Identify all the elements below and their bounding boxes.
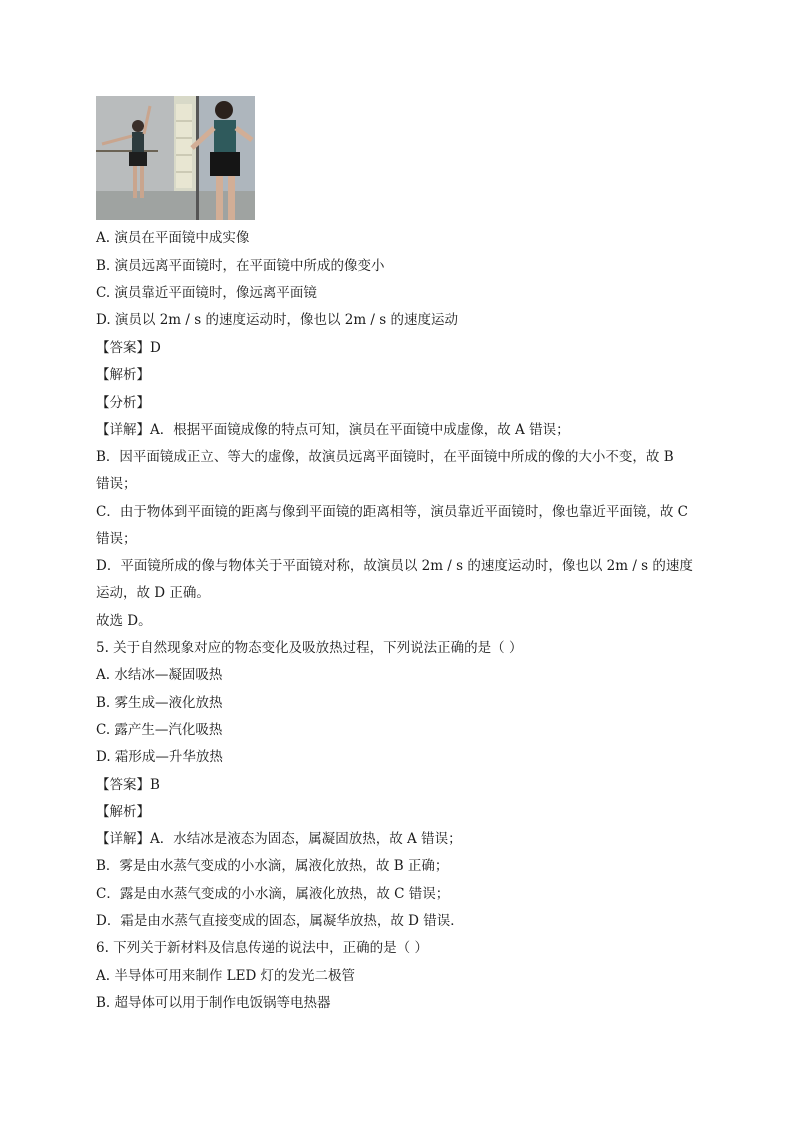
detail-line: C．露是由水蒸气变成的小水滴，属液化放热，故 C 错误；	[96, 886, 450, 902]
option-text: C. 露产生—汽化吸热	[96, 722, 223, 738]
fenxi-label: 【分析】	[96, 395, 150, 411]
answer-label: 【答案】B	[96, 777, 160, 793]
detail-line: 错误；	[96, 476, 137, 492]
detail-line: 【详解】A．根据平面镜成像的特点可知，演员在平面镜中成虚像，故 A 错误；	[96, 422, 570, 438]
detail-line: 故选 D。	[96, 613, 152, 629]
detail-line: D．霜是由水蒸气直接变成的固态，属凝华放热，故 D 错误．	[96, 913, 464, 929]
answer-label: 【答案】D	[96, 340, 161, 356]
detail-line: D．平面镜所成的像与物体关于平面镜对称，故演员以 2m / s 的速度运动时，像也以 2m / s 的速度	[96, 558, 693, 574]
detail-line: 运动，故 D 正确。	[96, 585, 210, 601]
option-text: A. 演员在平面镜中成实像	[96, 230, 250, 246]
detail-line: 错误；	[96, 531, 137, 547]
analysis-label: 【解析】	[96, 804, 150, 820]
option-text: A. 水结冰—凝固吸热	[96, 667, 223, 683]
option-text: B. 雾生成—液化放热	[96, 695, 223, 711]
detail-line: 【详解】A．水结冰是液态为固态，属凝固放热，故 A 错误；	[96, 831, 462, 847]
detail-line: B．因平面镜成正立、等大的虚像，故演员远离平面镜时，在平面镜中所成的像的大小不变，故 B	[96, 449, 674, 465]
option-text: B. 超导体可以用于制作电饭锅等电热器	[96, 995, 331, 1011]
ballet-mirror-illustration	[96, 96, 255, 220]
option-text: D. 霜形成—升华放热	[96, 749, 223, 765]
option-text: A. 半导体可用来制作 LED 灯的发光二极管	[96, 968, 356, 984]
detail-line: C．由于物体到平面镜的距离与像到平面镜的距离相等，演员靠近平面镜时，像也靠近平面镜，故 C	[96, 504, 688, 520]
option-text: D. 演员以 2m / s 的速度运动时，像也以 2m / s 的速度运动	[96, 312, 458, 328]
ballet-mirror-photo	[96, 96, 255, 220]
detail-line: B．雾是由水蒸气变成的小水滴，属液化放热，故 B 正确；	[96, 858, 449, 874]
question-stem: 5. 关于自然现象对应的物态变化及吸放热过程，下列说法正确的是（ ）	[96, 640, 523, 656]
question-stem: 6. 下列关于新材料及信息传递的说法中，正确的是（ ）	[96, 940, 428, 956]
option-text: B. 演员远离平面镜时，在平面镜中所成的像变小	[96, 258, 385, 274]
analysis-label: 【解析】	[96, 367, 150, 383]
option-text: C. 演员靠近平面镜时，像远离平面镜	[96, 285, 317, 301]
